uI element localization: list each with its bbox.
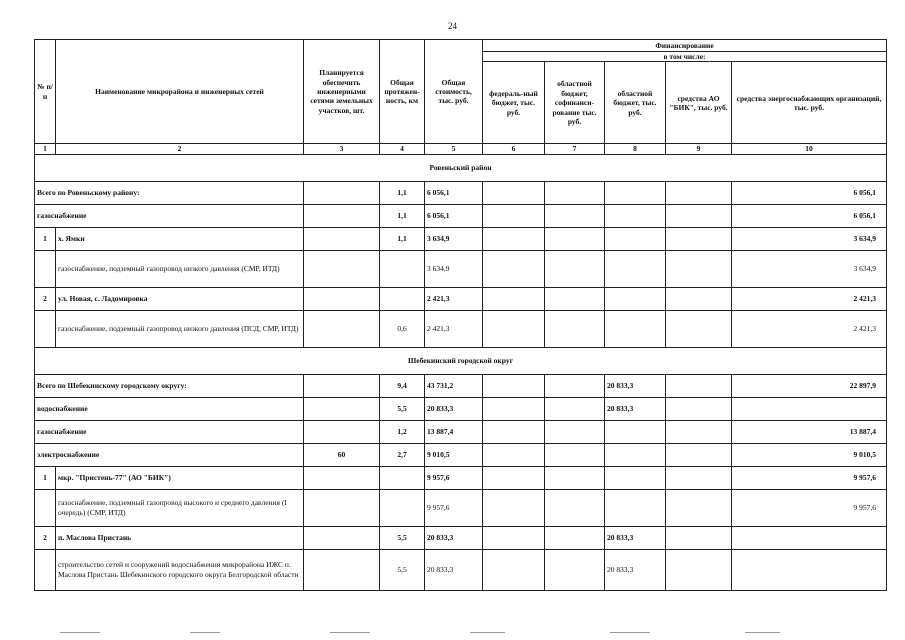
regional-cell xyxy=(605,420,666,443)
row-name-cell: электроснабжение xyxy=(35,443,304,466)
header-regional: областной бюджет, тыс. руб. xyxy=(605,62,666,144)
table-body xyxy=(35,154,887,590)
total-cost-cell: 6 056,1 xyxy=(425,204,483,227)
plots-cell: 60 xyxy=(304,443,380,466)
bik-cell xyxy=(666,549,732,590)
row-name-cell: Всего по Ровеньскому району: xyxy=(35,181,304,204)
header-energy: средства энергоснабжающих организаций, тыс. руб. xyxy=(732,62,887,144)
bik-cell xyxy=(666,489,732,526)
plots-cell xyxy=(304,250,380,287)
column-number: 5 xyxy=(425,144,483,154)
total-cost-cell: 3 634,9 xyxy=(425,250,483,287)
header-length: Общая протяжен-ность, км xyxy=(380,40,425,144)
federal-cell xyxy=(483,310,545,347)
column-number: 2 xyxy=(56,144,304,154)
bik-cell xyxy=(666,443,732,466)
length-cell: 2,7 xyxy=(380,443,425,466)
bik-cell xyxy=(666,310,732,347)
total-cost-cell: 2 421,3 xyxy=(425,310,483,347)
header-financing: Финансирование xyxy=(483,40,887,52)
table-row xyxy=(35,526,887,549)
bik-cell xyxy=(666,287,732,310)
column-number-row xyxy=(35,144,887,154)
length-cell: 5,5 xyxy=(380,526,425,549)
total-cost-cell: 3 634,9 xyxy=(425,227,483,250)
regional-cell xyxy=(605,227,666,250)
plots-cell xyxy=(304,549,380,590)
length-cell: 1,1 xyxy=(380,204,425,227)
table-row xyxy=(35,397,887,420)
energy-cell: 2 421,3 xyxy=(732,287,887,310)
plots-cell xyxy=(304,287,380,310)
federal-cell xyxy=(483,287,545,310)
total-cost-cell: 20 833,3 xyxy=(425,549,483,590)
row-name-cell: ул. Новая, с. Ладомировка xyxy=(56,287,304,310)
federal-cell xyxy=(483,443,545,466)
plots-cell xyxy=(304,181,380,204)
regional-cofin-cell xyxy=(545,181,605,204)
length-cell: 1,1 xyxy=(380,227,425,250)
federal-cell xyxy=(483,374,545,397)
column-number: 6 xyxy=(483,144,545,154)
table-row xyxy=(35,443,887,466)
federal-cell xyxy=(483,526,545,549)
federal-cell xyxy=(483,466,545,489)
plots-cell xyxy=(304,466,380,489)
energy-cell: 3 634,9 xyxy=(732,227,887,250)
total-cost-cell: 43 731,2 xyxy=(425,374,483,397)
row-number-cell xyxy=(35,310,56,347)
row-number-cell: 2 xyxy=(35,526,56,549)
energy-cell: 9 010,5 xyxy=(732,443,887,466)
energy-cell: 6 056,1 xyxy=(732,181,887,204)
regional-cell xyxy=(605,489,666,526)
regional-cofin-cell xyxy=(545,287,605,310)
regional-cofin-cell xyxy=(545,204,605,227)
table-row xyxy=(35,466,887,489)
regional-cofin-cell xyxy=(545,310,605,347)
section-header-row xyxy=(35,154,887,181)
length-cell: 5,5 xyxy=(380,549,425,590)
table-row xyxy=(35,374,887,397)
regional-cell xyxy=(605,287,666,310)
table-row xyxy=(35,420,887,443)
length-cell: 1,1 xyxy=(380,181,425,204)
row-name-cell: х. Ямки xyxy=(56,227,304,250)
plots-cell xyxy=(304,526,380,549)
total-cost-cell: 13 887,4 xyxy=(425,420,483,443)
scan-edge-marks xyxy=(0,632,905,636)
total-cost-cell: 9 010,5 xyxy=(425,443,483,466)
bik-cell xyxy=(666,250,732,287)
regional-cell: 20 833,3 xyxy=(605,549,666,590)
regional-cell: 20 833,3 xyxy=(605,526,666,549)
bik-cell xyxy=(666,397,732,420)
energy-cell: 6 056,1 xyxy=(732,204,887,227)
column-number: 10 xyxy=(732,144,887,154)
energy-cell: 9 957,6 xyxy=(732,489,887,526)
bik-cell xyxy=(666,204,732,227)
row-name-cell: газоснабжение, подземный газопровод низкого давления (СМР, ИТД) xyxy=(56,250,304,287)
table-row xyxy=(35,204,887,227)
row-name-cell: газоснабжение xyxy=(35,204,304,227)
row-number-cell xyxy=(35,549,56,590)
length-cell: 0,6 xyxy=(380,310,425,347)
plots-cell xyxy=(304,374,380,397)
row-name-cell: Всего по Шебекинскому городскому округу: xyxy=(35,374,304,397)
regional-cofin-cell xyxy=(545,549,605,590)
header-regional-cofin: областной бюджет, софинанси-рование тыс. руб. xyxy=(545,62,605,144)
row-number-cell: 1 xyxy=(35,227,56,250)
table-row xyxy=(35,489,887,526)
column-number: 3 xyxy=(304,144,380,154)
table-row xyxy=(35,310,887,347)
regional-cofin-cell xyxy=(545,227,605,250)
regional-cofin-cell xyxy=(545,466,605,489)
bik-cell xyxy=(666,526,732,549)
column-number: 4 xyxy=(380,144,425,154)
total-cost-cell: 6 056,1 xyxy=(425,181,483,204)
header-federal: федераль-ный бюджет, тыс. руб. xyxy=(483,62,545,144)
header-including: в том числе: xyxy=(483,52,887,62)
header-plots: Планируется обеспечить инженерными сетями земельных участков, шт. xyxy=(304,40,380,144)
plots-cell xyxy=(304,420,380,443)
regional-cell xyxy=(605,310,666,347)
row-number-cell xyxy=(35,489,56,526)
bik-cell xyxy=(666,466,732,489)
row-number-cell: 1 xyxy=(35,466,56,489)
total-cost-cell: 20 833,3 xyxy=(425,397,483,420)
energy-cell: 22 897,9 xyxy=(732,374,887,397)
federal-cell xyxy=(483,420,545,443)
table-row xyxy=(35,181,887,204)
federal-cell xyxy=(483,489,545,526)
page-number: 24 xyxy=(448,21,457,31)
header-num: № п/п xyxy=(35,40,56,144)
header-name: Наименование микрорайона и инженерных сетей xyxy=(56,40,304,144)
regional-cell: 20 833,3 xyxy=(605,374,666,397)
energy-cell: 9 957,6 xyxy=(732,466,887,489)
plots-cell xyxy=(304,310,380,347)
column-number: 1 xyxy=(35,144,56,154)
length-cell: 9,4 xyxy=(380,374,425,397)
regional-cofin-cell xyxy=(545,374,605,397)
bik-cell xyxy=(666,227,732,250)
length-cell xyxy=(380,466,425,489)
length-cell xyxy=(380,489,425,526)
plots-cell xyxy=(304,489,380,526)
length-cell: 1,2 xyxy=(380,420,425,443)
column-number: 8 xyxy=(605,144,666,154)
section-title: Шебекинский городской округ xyxy=(35,347,887,374)
total-cost-cell: 20 833,3 xyxy=(425,526,483,549)
plots-cell xyxy=(304,397,380,420)
total-cost-cell: 2 421,3 xyxy=(425,287,483,310)
row-number-cell: 2 xyxy=(35,287,56,310)
energy-cell xyxy=(732,526,887,549)
regional-cofin-cell xyxy=(545,526,605,549)
regional-cell xyxy=(605,466,666,489)
regional-cell xyxy=(605,250,666,287)
plots-cell xyxy=(304,227,380,250)
section-header-row xyxy=(35,347,887,374)
bik-cell xyxy=(666,181,732,204)
bik-cell xyxy=(666,420,732,443)
length-cell xyxy=(380,250,425,287)
energy-cell xyxy=(732,397,887,420)
regional-cofin-cell xyxy=(545,397,605,420)
financing-table xyxy=(34,39,887,591)
federal-cell xyxy=(483,204,545,227)
table-row xyxy=(35,227,887,250)
federal-cell xyxy=(483,250,545,287)
total-cost-cell: 9 957,6 xyxy=(425,489,483,526)
energy-cell: 2 421,3 xyxy=(732,310,887,347)
table-row xyxy=(35,549,887,590)
plots-cell xyxy=(304,204,380,227)
bik-cell xyxy=(666,374,732,397)
row-name-cell: газоснабжение, подземный газопровод низкого давления (ПСД, СМР, ИТД) xyxy=(56,310,304,347)
regional-cofin-cell xyxy=(545,250,605,287)
total-cost-cell: 9 957,6 xyxy=(425,466,483,489)
regional-cofin-cell xyxy=(545,443,605,466)
row-name-cell: строительство сетей и сооружений водоснабжения микрорайона ИЖС п. Маслова Пристань Шебекинского городского округа Белгородской области xyxy=(56,549,304,590)
length-cell: 5,5 xyxy=(380,397,425,420)
energy-cell: 3 634,9 xyxy=(732,250,887,287)
regional-cell xyxy=(605,181,666,204)
header-bik: средства АО "БИК", тыс. руб. xyxy=(666,62,732,144)
energy-cell xyxy=(732,549,887,590)
length-cell xyxy=(380,287,425,310)
energy-cell: 13 887,4 xyxy=(732,420,887,443)
row-name-cell: водоснабжение xyxy=(35,397,304,420)
federal-cell xyxy=(483,397,545,420)
row-name-cell: п. Маслова Пристань xyxy=(56,526,304,549)
section-title: Ровеньский район xyxy=(35,154,887,181)
federal-cell xyxy=(483,181,545,204)
regional-cell xyxy=(605,443,666,466)
header-total-cost: Общая стоимость, тыс. руб. xyxy=(425,40,483,144)
regional-cofin-cell xyxy=(545,489,605,526)
federal-cell xyxy=(483,227,545,250)
column-number: 9 xyxy=(666,144,732,154)
federal-cell xyxy=(483,549,545,590)
regional-cofin-cell xyxy=(545,420,605,443)
row-name-cell: газоснабжение xyxy=(35,420,304,443)
row-number-cell xyxy=(35,250,56,287)
table-row xyxy=(35,250,887,287)
regional-cell: 20 833,3 xyxy=(605,397,666,420)
column-number: 7 xyxy=(545,144,605,154)
row-name-cell: мкр. "Пристень-77" (АО "БИК") xyxy=(56,466,304,489)
table-row xyxy=(35,287,887,310)
regional-cell xyxy=(605,204,666,227)
row-name-cell: газоснабжение, подземный газопровод высокого и среднего давления (I очередь) (СМР, ИТД) xyxy=(56,489,304,526)
